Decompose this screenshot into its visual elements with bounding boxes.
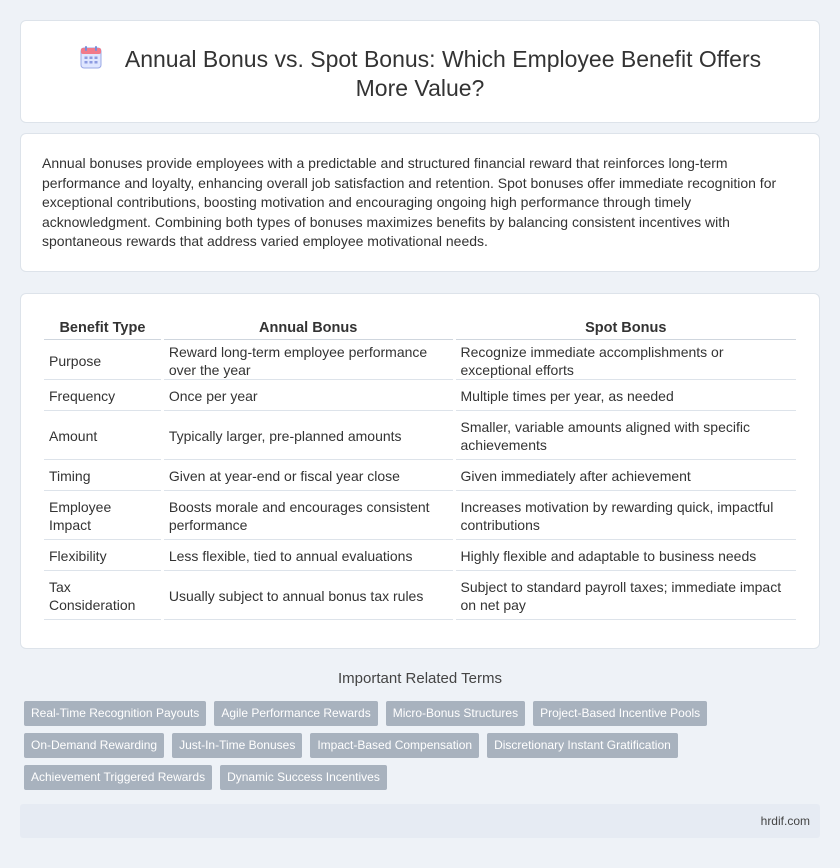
comparison-table [41, 314, 799, 622]
annual-cell: Given at year-end or fiscal year close [164, 462, 453, 491]
related-term-tag[interactable]: Discretionary Instant Gratification [487, 733, 678, 758]
spot-cell: Multiple times per year, as needed [456, 382, 797, 411]
spot-cell: Smaller, variable amounts aligned with specific achievements [456, 413, 797, 460]
comparison-table-card [20, 293, 820, 649]
related-term-tag[interactable]: Just-In-Time Bonuses [172, 733, 302, 758]
annual-cell: Boosts morale and encourages consistent performance [164, 493, 453, 540]
related-term-tag[interactable]: Impact-Based Compensation [310, 733, 479, 758]
table-row [44, 462, 796, 491]
table-row [44, 493, 796, 540]
related-term-tag[interactable]: Agile Performance Rewards [214, 701, 377, 726]
table-row [44, 573, 796, 620]
row-label: Timing [44, 462, 161, 491]
related-term-tag[interactable]: Micro-Bonus Structures [386, 701, 525, 726]
summary-card [20, 133, 820, 272]
header-spot-bonus: Spot Bonus [456, 316, 797, 340]
row-label: Tax Consideration [44, 573, 161, 620]
related-term-tag[interactable]: Dynamic Success Incentives [220, 765, 387, 790]
related-term-tag[interactable]: On-Demand Rewarding [24, 733, 164, 758]
table-row [44, 413, 796, 460]
related-term-tag[interactable]: Achievement Triggered Rewards [24, 765, 212, 790]
spot-cell: Recognize immediate accomplishments or exceptional efforts [456, 342, 797, 380]
annual-cell: Typically larger, pre-planned amounts [164, 413, 453, 460]
annual-cell: Once per year [164, 382, 453, 411]
related-terms-list [24, 701, 804, 790]
related-term-tag[interactable]: Real-Time Recognition Payouts [24, 701, 206, 726]
row-label: Purpose [44, 342, 161, 380]
page-title-text: Annual Bonus vs. Spot Bonus: Which Employee Benefit Offers More Value? [124, 46, 762, 101]
header-annual-bonus: Annual Bonus [164, 316, 453, 340]
calendar-icon [79, 45, 103, 70]
related-terms-title: Important Related Terms [338, 670, 502, 687]
table-header-row [44, 316, 796, 340]
spot-cell: Highly flexible and adaptable to business needs [456, 542, 797, 571]
annual-cell: Reward long-term employee performance over the year [164, 342, 453, 380]
spot-cell: Increases motivation by rewarding quick, impactful contributions [456, 493, 797, 540]
table-row [44, 342, 796, 380]
table-row [44, 542, 796, 571]
spot-cell: Subject to standard payroll taxes; immediate impact on net pay [456, 573, 797, 620]
table-row [44, 382, 796, 411]
title-card [20, 20, 820, 123]
row-label: Amount [44, 413, 161, 460]
spot-cell: Given immediately after achievement [456, 462, 797, 491]
annual-cell: Usually subject to annual bonus tax rules [164, 573, 453, 620]
page-title [61, 45, 779, 103]
summary-paragraph: Annual bonuses provide employees with a predictable and structured financial reward that reinforces long-term performance and loyalty, enhancing overall job satisfaction and retention. Spot bonuses offer immediate recognition for exceptional contributions, boosting motivation and encouraging ongoing high performance through timely acknowledgment. Combining both types of bonuses maximizes benefits by balancing consistent incentives with spontaneous rewards that address varied employee motivational needs. [42, 155, 777, 250]
footer-bar [20, 804, 820, 838]
related-term-tag[interactable]: Project-Based Incentive Pools [533, 701, 707, 726]
annual-cell: Less flexible, tied to annual evaluations [164, 542, 453, 571]
header-benefit-type: Benefit Type [44, 316, 161, 340]
row-label: Frequency [44, 382, 161, 411]
row-label: Flexibility [44, 542, 161, 571]
row-label: Employee Impact [44, 493, 161, 540]
footer-site-link[interactable]: hrdif.com [760, 814, 810, 828]
